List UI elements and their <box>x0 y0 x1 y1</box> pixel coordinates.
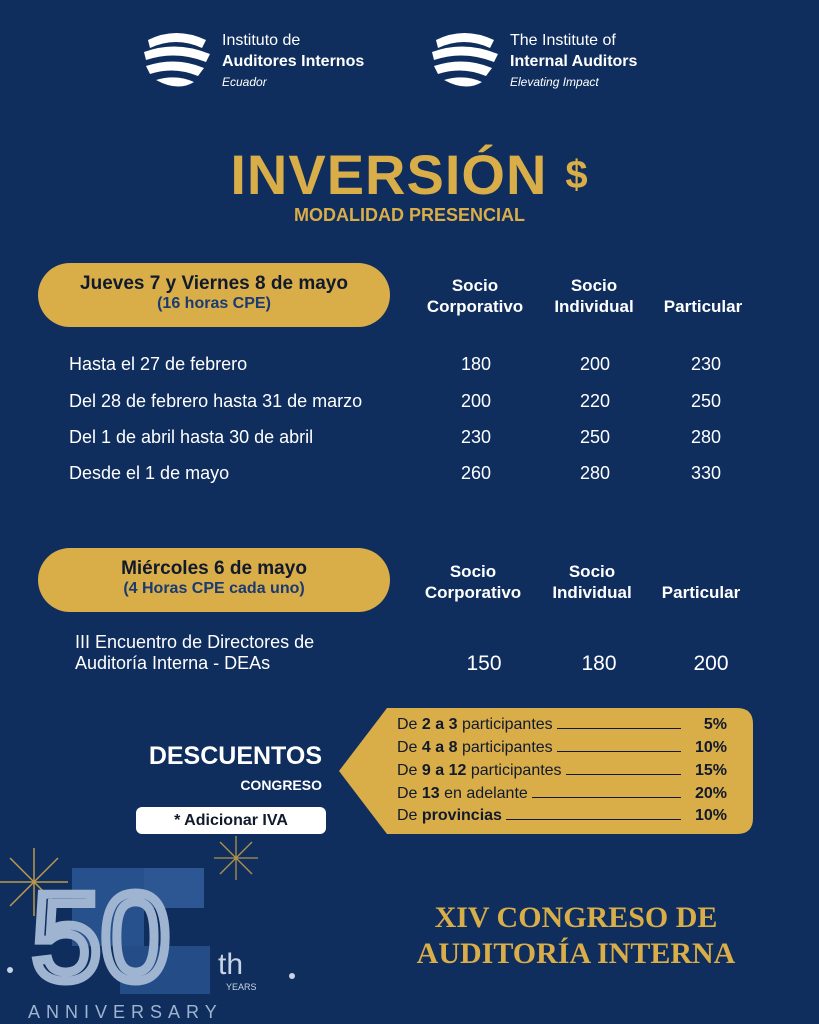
section1-header-particular: Particular <box>663 297 743 316</box>
discounts-title: DESCUENTOS <box>148 742 322 770</box>
price-cell: 280 <box>690 427 722 447</box>
discount-item: De provincias 10% <box>397 807 727 824</box>
title-main: INVERSIÓN <box>230 143 548 206</box>
logo-left-line2: Auditores Internos <box>222 53 365 70</box>
congress-line1: XIV CONGRESO DE <box>434 901 718 934</box>
price-cell: 280 <box>579 463 611 483</box>
section2-header-individual: Socio Individual <box>552 562 632 602</box>
anniversary-number: 50 <box>32 869 170 1007</box>
price-cell: 250 <box>690 391 722 411</box>
price-row-label: Hasta el 27 de febrero <box>69 354 248 374</box>
price-row-label: Del 1 de abril hasta 30 de abril <box>69 427 314 447</box>
section2-header-particular: Particular <box>661 583 741 602</box>
page-title <box>0 142 819 207</box>
price-cell: 230 <box>460 427 492 447</box>
logo-left-line1: Instituto de <box>222 32 301 49</box>
discount-item: De 9 a 12 participantes 15% <box>397 762 727 779</box>
anniversary-graphic <box>0 828 300 1024</box>
section2-header-corporativo: Socio Corporativo <box>424 562 522 602</box>
discount-item: De 2 a 3 participantes 5% <box>397 716 727 733</box>
price-cell: 250 <box>579 427 611 447</box>
dollar-symbol: $ <box>565 153 589 197</box>
logo-right-line2: Internal Auditors <box>510 53 638 70</box>
discount-item: De 13 en adelante 20% <box>397 785 727 802</box>
anniversary-word: ANNIVERSARY <box>28 1002 223 1022</box>
price-cell: 180 <box>581 652 617 675</box>
price-cell: 330 <box>690 463 722 483</box>
discount-item: De 4 a 8 participantes 10% <box>397 739 727 756</box>
iia-global-logo <box>430 30 637 92</box>
section1-date-pill <box>38 263 390 327</box>
anniversary-suffix: th <box>218 948 244 981</box>
price-cell: 200 <box>460 391 492 411</box>
price-cell: 180 <box>460 354 492 374</box>
firework-icon <box>214 836 258 880</box>
section1-date: Jueves 7 y Viernes 8 de mayo <box>80 273 348 294</box>
price-cell: 200 <box>579 354 611 374</box>
price-cell: 220 <box>579 391 611 411</box>
logo-left-line3: Ecuador <box>222 75 267 89</box>
page-subtitle: MODALIDAD PRESENCIAL <box>293 205 525 225</box>
logo-right-line3: Elevating Impact <box>510 75 599 89</box>
anniversary-years: YEARS <box>226 982 257 992</box>
globe-icon <box>430 30 502 92</box>
section1-header-corporativo: Socio Corporativo <box>426 276 524 316</box>
congress-title <box>366 900 786 972</box>
price-cell: 150 <box>466 652 502 675</box>
congress-line2: AUDITORÍA INTERNA <box>416 937 736 970</box>
price-cell: 200 <box>693 652 729 675</box>
section1-header-individual: Socio Individual <box>554 276 634 316</box>
price-row-label: Desde el 1 de mayo <box>69 463 230 483</box>
globe-icon <box>142 30 214 92</box>
section2-hours: (4 Horas CPE cada uno) <box>123 580 305 597</box>
section2-date-pill <box>38 548 390 612</box>
section2-date: Miércoles 6 de mayo <box>121 558 307 579</box>
logo-right-line1: The Institute of <box>510 32 616 49</box>
iva-note: * Adicionar IVA <box>136 807 326 834</box>
discounts-subtitle: CONGRESO <box>240 777 322 793</box>
dea-label: III Encuentro de Directores de Auditoría Interna - DEAs <box>75 632 315 673</box>
price-cell: 230 <box>690 354 722 374</box>
section1-hours: (16 horas CPE) <box>157 295 271 312</box>
price-cell: 260 <box>460 463 492 483</box>
iia-ecuador-logo <box>142 30 364 92</box>
price-row-label: Del 28 de febrero hasta 31 de marzo <box>69 391 363 411</box>
